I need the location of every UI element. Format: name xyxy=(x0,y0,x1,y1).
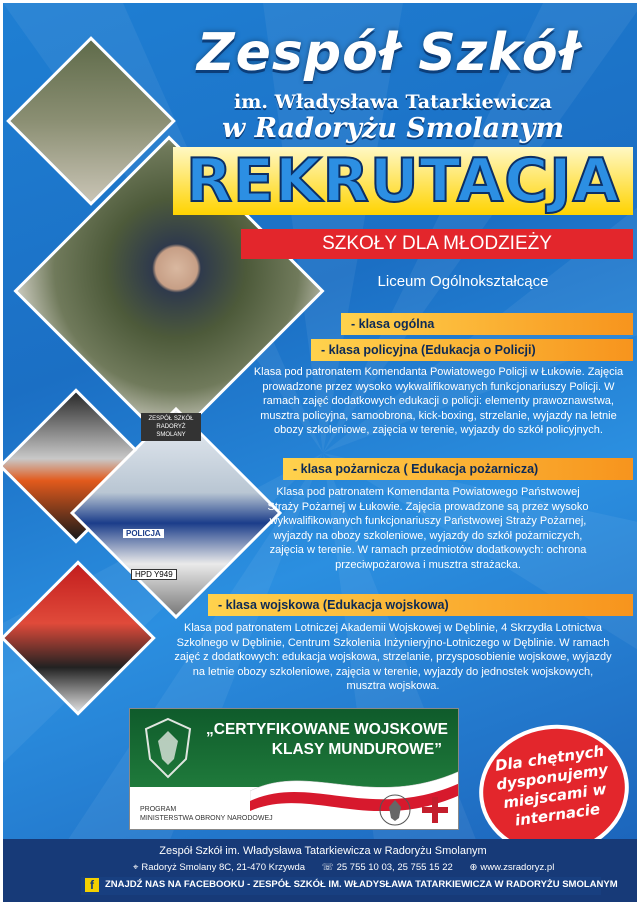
section-title: SZKOŁY DLA MŁODZIEŻY xyxy=(241,229,633,259)
school-location: w Radoryżu Smolanym xyxy=(221,113,565,144)
class-fire-label: - klasa pożarnicza ( Edukacja pożarnicza) xyxy=(283,458,633,480)
eagle-emblem-icon xyxy=(140,715,196,781)
recruitment-banner: REKRUTACJA xyxy=(185,146,621,216)
license-plate: HPD Y949 xyxy=(131,569,177,580)
class-military-description: Klasa pod patronatem Lotniczej Akademii Wojskowej w Dęblinie, 4 Skrzydła Lotnictwa Szkolnego w Dęblinie, Centrum Szkolenia Inżynieryjno-Lotniczego w Dęblinie. W ramach zajęć z dodatkowych: edukacja wojskowa, strzelanie, przysposobienie wojskowe, wyjazdy na letnie obozy szkoleniowe, zajęcia w terenie, wyjazdy do jednostek wojskowych, musztra wojskowa. xyxy=(174,622,612,692)
facebook-icon[interactable]: f xyxy=(85,878,99,892)
class-general-label: - klasa ogólna xyxy=(341,313,633,335)
boarding-badge: Dla chętnych dysponujemy miejscami w internacie xyxy=(471,715,638,865)
police-car-label: POLICJA xyxy=(123,529,164,538)
certificate-program xyxy=(140,805,273,823)
class-fire-description: Klasa pod patronatem Komendanta Powiatowego Państwowej Straży Pożarnej w Łukowie. Zajęcia prowadzone są przez wysoko wykwalifikowanych funkcjonariuszy Państwowej Straży Pożarnej, wyjazdy na obozy szkoleniowe, wyjazdy do szkół pożarniczych, zajęcia w terenie. W ramach przedmiotów dodatkowych: ochrona przeciwpożarowa i musztra strażacka. xyxy=(267,486,589,571)
phone-icon: ☏ xyxy=(321,862,334,873)
globe-icon: ⊕ xyxy=(469,862,478,873)
school-type: Liceum Ogólnokształcące xyxy=(377,273,549,290)
military-cross-icon xyxy=(420,795,450,825)
certificate-line2: KLASY MUNDUROWE” xyxy=(271,741,442,758)
footer-address: Radoryż Smolany 8C, 21-470 Krzywda xyxy=(141,862,306,873)
program-label: PROGRAM xyxy=(140,806,177,813)
footer-website[interactable]: www.zsradoryz.pl xyxy=(480,862,555,873)
school-title: Zespół Szkół xyxy=(196,23,580,83)
footer-phone: 25 755 10 03, 25 755 15 22 xyxy=(336,862,453,873)
certificate-line1: „CERTYFIKOWANE WOJSKOWE xyxy=(206,721,448,738)
location-pin-icon: ⌖ xyxy=(133,862,139,873)
class-police-label: - klasa policyjna (Edukacja o Policji) xyxy=(311,339,633,361)
ministry-label: MINISTERSTWA OBRONY NARODOWEJ xyxy=(140,815,273,822)
class-police-description: Klasa pod patronatem Komendanta Powiatowego Policji w Łukowie. Zajęcia prowadzone przez wysoko wykwalifikowanych funkcjonariuszy Policji. W ramach zajęć dodatkowych edukacji o policji: elementy prawoznawstwa, musztra policyjna, samoobrona, kick-boxing, strzelanie, wyjazdy na letnie obozy szkoleniowe, zajęcia w terenie, wyjazdy do szkół policyjnych. xyxy=(253,366,624,436)
uniform-tag: ZESPÓŁ SZKÓŁ RADORYŻ SMOLANY xyxy=(141,413,201,441)
class-military-label: - klasa wojskowa (Edukacja wojskowa) xyxy=(208,594,633,616)
facebook-link[interactable]: ZNAJDŹ NAS NA FACEBOOKU - ZESPÓŁ SZKÓŁ IM. WŁADYSŁAWA TATARKIEWICZA W RADORYŻU SMOLANYM xyxy=(105,879,618,890)
certificate-box xyxy=(129,708,459,830)
footer-school-name: Zespół Szkół im. Władysława Tatarkiewicza w Radoryżu Smolanym xyxy=(159,845,487,857)
ministry-eagle-icon xyxy=(378,793,412,827)
school-patron: im. Władysława Tatarkiewicza xyxy=(234,91,552,113)
footer-contact xyxy=(133,862,568,873)
